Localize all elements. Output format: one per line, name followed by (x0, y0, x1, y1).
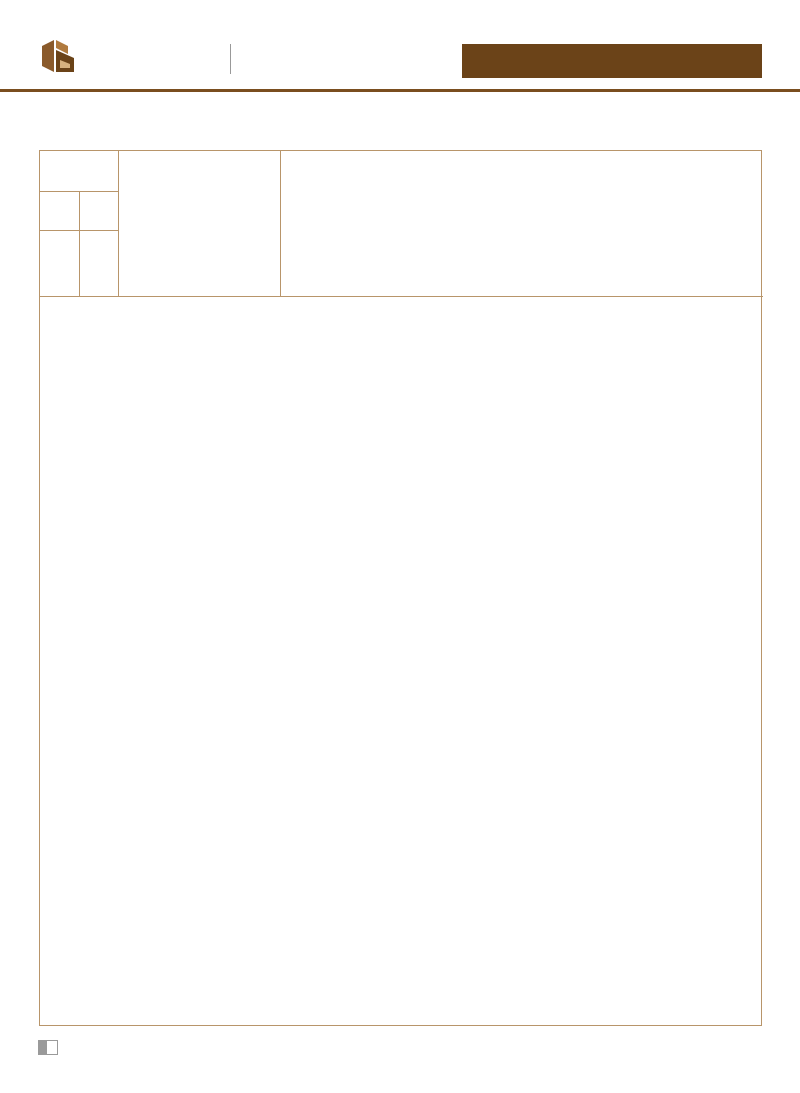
spec-header-band (40, 191, 118, 231)
header-rule (0, 89, 800, 92)
cell-divider (118, 151, 119, 297)
page-indicator (38, 1040, 58, 1055)
page-label (38, 1040, 46, 1055)
page-number (46, 1040, 58, 1055)
profile-catalog-grid (39, 150, 762, 1026)
catalog-row (40, 151, 763, 297)
brand-logo-icon (40, 38, 76, 74)
header-divider (230, 44, 231, 74)
page-header (0, 0, 800, 92)
cell-divider (280, 151, 281, 297)
series-banner (462, 44, 762, 78)
